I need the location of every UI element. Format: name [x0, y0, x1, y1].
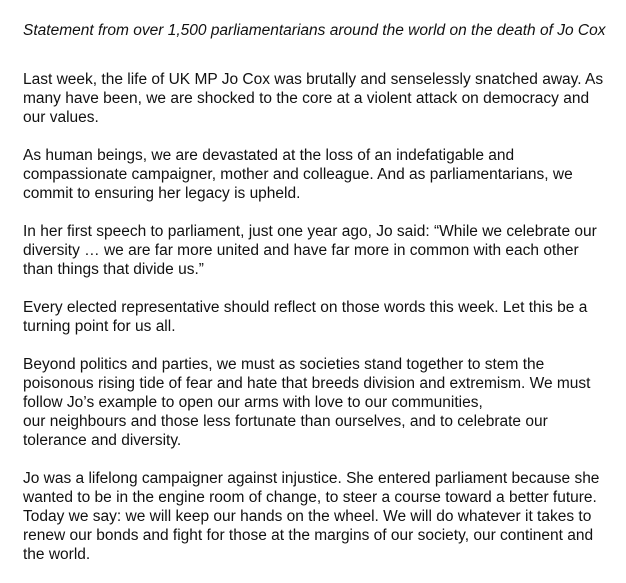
paragraph-line: our neighbours and those less fortunate than ourselves, and to celebrate our	[23, 413, 548, 430]
paragraph-6	[23, 469, 618, 564]
paragraph-line: the world.	[23, 546, 91, 563]
statement-document	[23, 21, 618, 583]
paragraph-line: Beyond politics and parties, we must as societies stand together to stem the	[23, 356, 545, 373]
paragraph-1	[23, 70, 618, 127]
paragraph-line: In her first speech to parliament, just one year ago, Jo said: “While we celebrate our	[23, 223, 597, 240]
paragraph-line: than things that divide us.”	[23, 261, 204, 278]
paragraph-line: Today we say: we will keep our hands on the wheel. We will do whatever it takes to	[23, 508, 592, 525]
paragraph-line: Jo was a lifelong campaigner against injustice. She entered parliament because she	[23, 470, 600, 487]
paragraph-line: diversity … we are far more united and have far more in common with each other	[23, 242, 579, 259]
paragraph-line: Every elected representative should reflect on those words this week. Let this be a	[23, 299, 588, 316]
paragraph-line: As human beings, we are devastated at the loss of an indefatigable and	[23, 147, 515, 164]
paragraph-line: our values.	[23, 109, 99, 126]
paragraph-4	[23, 298, 618, 336]
paragraph-line: wanted to be in the engine room of change, to steer a course toward a better future.	[23, 489, 597, 506]
paragraph-line: compassionate campaigner, mother and colleague. And as parliamentarians, we	[23, 166, 573, 183]
statement-title: Statement from over 1,500 parliamentarians around the world on the death of Jo Cox	[23, 22, 606, 39]
paragraph-line: turning point for us all.	[23, 318, 176, 335]
paragraph-line: renew our bonds and fight for those at the margins of our society, our continent and	[23, 527, 594, 544]
paragraph-line: Last week, the life of UK MP Jo Cox was brutally and senselessly snatched away. As	[23, 71, 604, 88]
paragraph-3	[23, 222, 618, 279]
paragraph-line: commit to ensuring her legacy is upheld.	[23, 185, 301, 202]
paragraph-line: tolerance and diversity.	[23, 432, 182, 449]
paragraph-5	[23, 355, 618, 450]
paragraph-line: follow Jo’s example to open our arms with love to our communities,	[23, 394, 483, 411]
paragraph-line: poisonous rising tide of fear and hate that breeds division and extremism. We must	[23, 375, 591, 392]
paragraph-2	[23, 146, 618, 203]
paragraph-line: many have been, we are shocked to the core at a violent attack on democracy and	[23, 90, 590, 107]
